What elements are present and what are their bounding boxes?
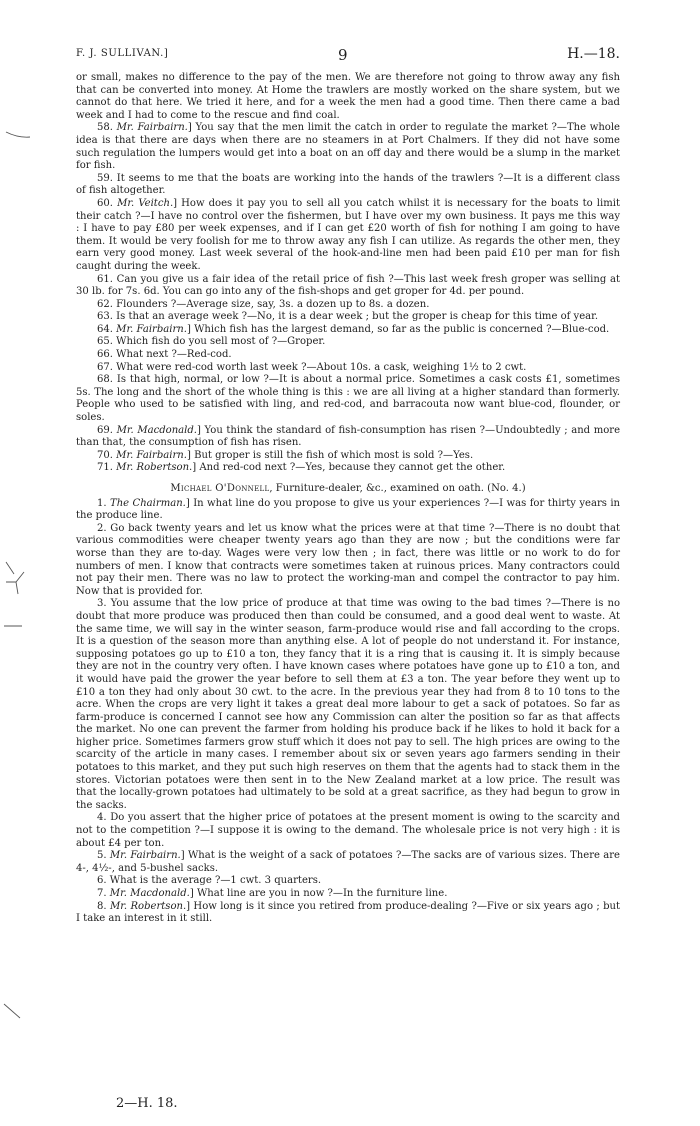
speaker-name: The Chairman.: [110, 497, 186, 509]
text-run: 64.: [97, 323, 117, 335]
text-run: 6. What is the average ?—1 cwt. 3 quarters.: [97, 875, 322, 887]
paragraph-p0: [76, 72, 620, 122]
text-run: 60.: [97, 197, 118, 209]
text-run: 4. Do you assert that the higher price of potatoes at the present moment is owing to the scarcity and not to the competition ?—I suppose it is owing to the demand. The wholesale price is not very high : it is about £4 per ton.: [76, 812, 620, 849]
speaker-name: Mr. Fairbairn.: [109, 850, 181, 862]
text-run: 1.: [97, 497, 110, 509]
text-run: 61. Can you give us a fair idea of the retail price of fish ?—This last week fresh groper was selling at 30 lb. for 7s. 6d. You can go into any of the fish-shops and get groper for 4d. per pound.: [76, 273, 620, 298]
text-run: ] You think the standard of fish-consumption has risen ?—Undoubtedly ; and more than that, the consumption of fish has risen.: [76, 424, 621, 449]
page-header: [76, 46, 620, 66]
speaker-name: Mr. Fairbairn.: [116, 323, 187, 335]
paragraph-p58: [76, 122, 620, 172]
printer-signature: 2—H. 18.: [116, 1096, 178, 1111]
witness-heading: [76, 483, 620, 496]
paragraph-q2: [76, 523, 620, 599]
text-run: ] How long is it since you retired from produce-dealing ?—Five or six years ago ; but I take an interest in it still.: [76, 900, 621, 925]
margin-mark: [2, 1000, 28, 1022]
text-run: 70.: [97, 449, 117, 461]
text-run: 2. Go back twenty years and let us know what the prices were at that time ?—There is no doubt that various commodities were cheaper twenty years ago than they are now ; but the conditions were far worse than they are to-day. Wages were very low then ; in fact, there was little or no work to do for numbers of men. I know that contracts were sometimes taken at ruinous prices. Many contractors could not pay their men. There was no law to protect the working-man and compel the contractor to pay him. Now that is provided for.: [76, 522, 620, 597]
text-run: ] How does it pay you to sell all you catch whilst it is necessary for the boats to limit their catch ?—I have no control over the fishermen, but I have over my own business. It pays me this way : I have to pay £80 per week expenses, and if I can get £20 worth of fish for nothing I am going to have them. It would be very foolish for me to throw away any fish I can utilize. As regards the other men, they earn very good money. Last week several of the hook-and-line men had been paid £10 per man for fish caught during the week.: [76, 197, 621, 272]
text-run: ] What is the weight of a sack of potatoes ?—The sacks are of various sizes. There are 4-, 4½-, and 5-bushel sacks.: [76, 850, 620, 874]
text-run: or small, makes no difference to the pay of the men. We are therefore not going to throw away any fish that can be converted into money. At Home the trawlers are mostly worked on the share system, but we cannot do that here. We tried it here, and for a week the men had a good time. Then there came a bad week and I had to come to the rescue and find coal.: [76, 72, 620, 121]
paragraph-p60: [76, 198, 620, 274]
text-run: ] And red-cod next ?—Yes, because they cannot get the other.: [192, 462, 506, 474]
text-run: 3. You assume that the low price of produce at that time was owing to the bad times ?—There is no doubt that more produce was produced then than could be consumed, and a good deal went to waste. At the same time, we will say in the winter season, farm-produce would rise and fall according to the crops. It is a question of the season more than anything else. A lot of people do not understand it. For instance, supposing potatoes go up to £10 a ton, they fancy that it is a ring that is causing it. It is simply because they are not in the country very often. I have known cases where potatoes have gone up to £10 a ton, and it would have paid the grower the year before to sell them at £3 a ton. The year before they went up to £10 a ton they had only about 30 cwt. to the acre. In the previous year they had from 8 to 10 tons to the acre. When the crops are very light it takes a great deal more labour to get a sack of potatoes. So far as farm-produce is concerned I cannot see how any Commission can alter the position so far as that affects the market. No one can prevent the farmer from holding his produce back if he likes to hold it back for a higher price. Sometimes farmers grow stuff which it does not pay to sell. The high prices are owing to the scarcity of the article in many cases. I remember about six or seven years ago farmers sending in their potatoes to this market, and they put such high reserves on them that the agents had to stack them in the stores. Victorian potatoes were then sent in to the New Zealand market at a low price. The result was that the locally-grown potatoes had ultimately to be sold at a great sacrifice, as they had begun to grow in the sacks.: [76, 598, 620, 811]
paragraph-p62: [76, 299, 620, 312]
text-run: 63. Is that an average week ?—No, it is a dear week ; but the groper is cheap for this time of year.: [97, 311, 599, 323]
paragraph-p69: [76, 425, 620, 450]
margin-mark: [4, 128, 34, 142]
paragraph-q4: [76, 812, 620, 850]
witness-name: Michael O'Donnell: [170, 483, 270, 494]
text-run: 66. What next ?—Red-cod.: [97, 349, 232, 361]
paper-reference: H.—18.: [567, 46, 620, 62]
speaker-name: Mr. Macdonald.: [116, 424, 198, 436]
text-run: 62. Flounders ?—Average size, say, 3s. a dozen up to 8s. a dozen.: [97, 298, 430, 310]
text-run: 7.: [97, 888, 110, 899]
paragraph-p59: [76, 173, 620, 198]
text-run: ] But groper is still the fish of which most is sold ?—Yes.: [186, 449, 474, 461]
text-run: 69.: [97, 424, 117, 436]
speaker-name: Mr. Fairbairn.: [116, 122, 188, 134]
paragraph-q1: [76, 498, 620, 523]
speaker-name: Mr. Veitch.: [117, 197, 174, 209]
text-run: , Furniture-dealer, &c., examined on oath. (No. 4.): [269, 483, 526, 494]
margin-mark: [2, 560, 32, 596]
paragraph-q3: [76, 598, 620, 812]
paragraph-p67: [76, 362, 620, 375]
text-run: ] You say that the men limit the catch in order to regulate the market ?—The whole idea is that there are days when there are no steamers in at Port Chalmers. If they did not have some such regulation the lumpers would get into a boat on an off day and there would be a slump in the market for fish.: [76, 122, 620, 172]
speaker-name: Mr. Robertson.: [116, 462, 193, 474]
paragraph-q5: [76, 850, 620, 875]
text-run: ] In what line do you propose to give us your experiences ?—I was for thirty years in the produce line.: [76, 497, 621, 522]
speaker-name: Mr. Macdonald.: [109, 888, 190, 899]
paragraph-p66: [76, 349, 620, 362]
text-run: 71.: [97, 462, 117, 474]
margin-mark: [2, 620, 26, 634]
paragraph-p65: [76, 336, 620, 349]
paragraph-p61: [76, 274, 620, 299]
paragraph-q7: [76, 888, 620, 901]
paragraph-p71: [76, 462, 620, 475]
text-run: ] What line are you in now ?—In the furniture line.: [189, 888, 448, 899]
text-run: 67. What were red-cod worth last week ?—About 10s. a cask, weighing 1½ to 2 cwt.: [97, 361, 527, 373]
document-body: [76, 72, 620, 926]
speaker-name: Mr. Robertson.: [109, 900, 187, 912]
paragraph-p70: [76, 450, 620, 463]
text-run: 68. Is that high, normal, or low ?—It is about a normal price. Sometimes a cask costs £1, sometimes 5s. The long and the short of the whole thing is this : we are all living at a higher standard than formerly. People who used to be satisfied with ling, and red-cod, and barracouta now want blue-cod, flounder, or soles.: [76, 374, 620, 424]
text-run: 58.: [97, 122, 117, 134]
text-run: 65. Which fish do you sell most of ?—Groper.: [97, 336, 326, 348]
paragraph-p64: [76, 324, 620, 337]
paragraph-q6: [76, 875, 620, 888]
text-run: ] Which fish has the largest demand, so far as the public is concerned ?—Blue-cod.: [186, 323, 610, 335]
text-run: 59. It seems to me that the boats are working into the hands of the trawlers ?—It is a different class of fish altogether.: [76, 172, 620, 197]
header-witness-name: F. J. SULLIVAN.]: [76, 48, 169, 59]
text-run: 8.: [97, 900, 110, 912]
page-number: 9: [338, 46, 348, 64]
paragraph-q8: [76, 901, 620, 926]
speaker-name: Mr. Fairbairn.: [116, 449, 187, 461]
text-run: 5.: [97, 850, 110, 862]
paragraph-p63: [76, 311, 620, 324]
paragraph-p68: [76, 374, 620, 424]
